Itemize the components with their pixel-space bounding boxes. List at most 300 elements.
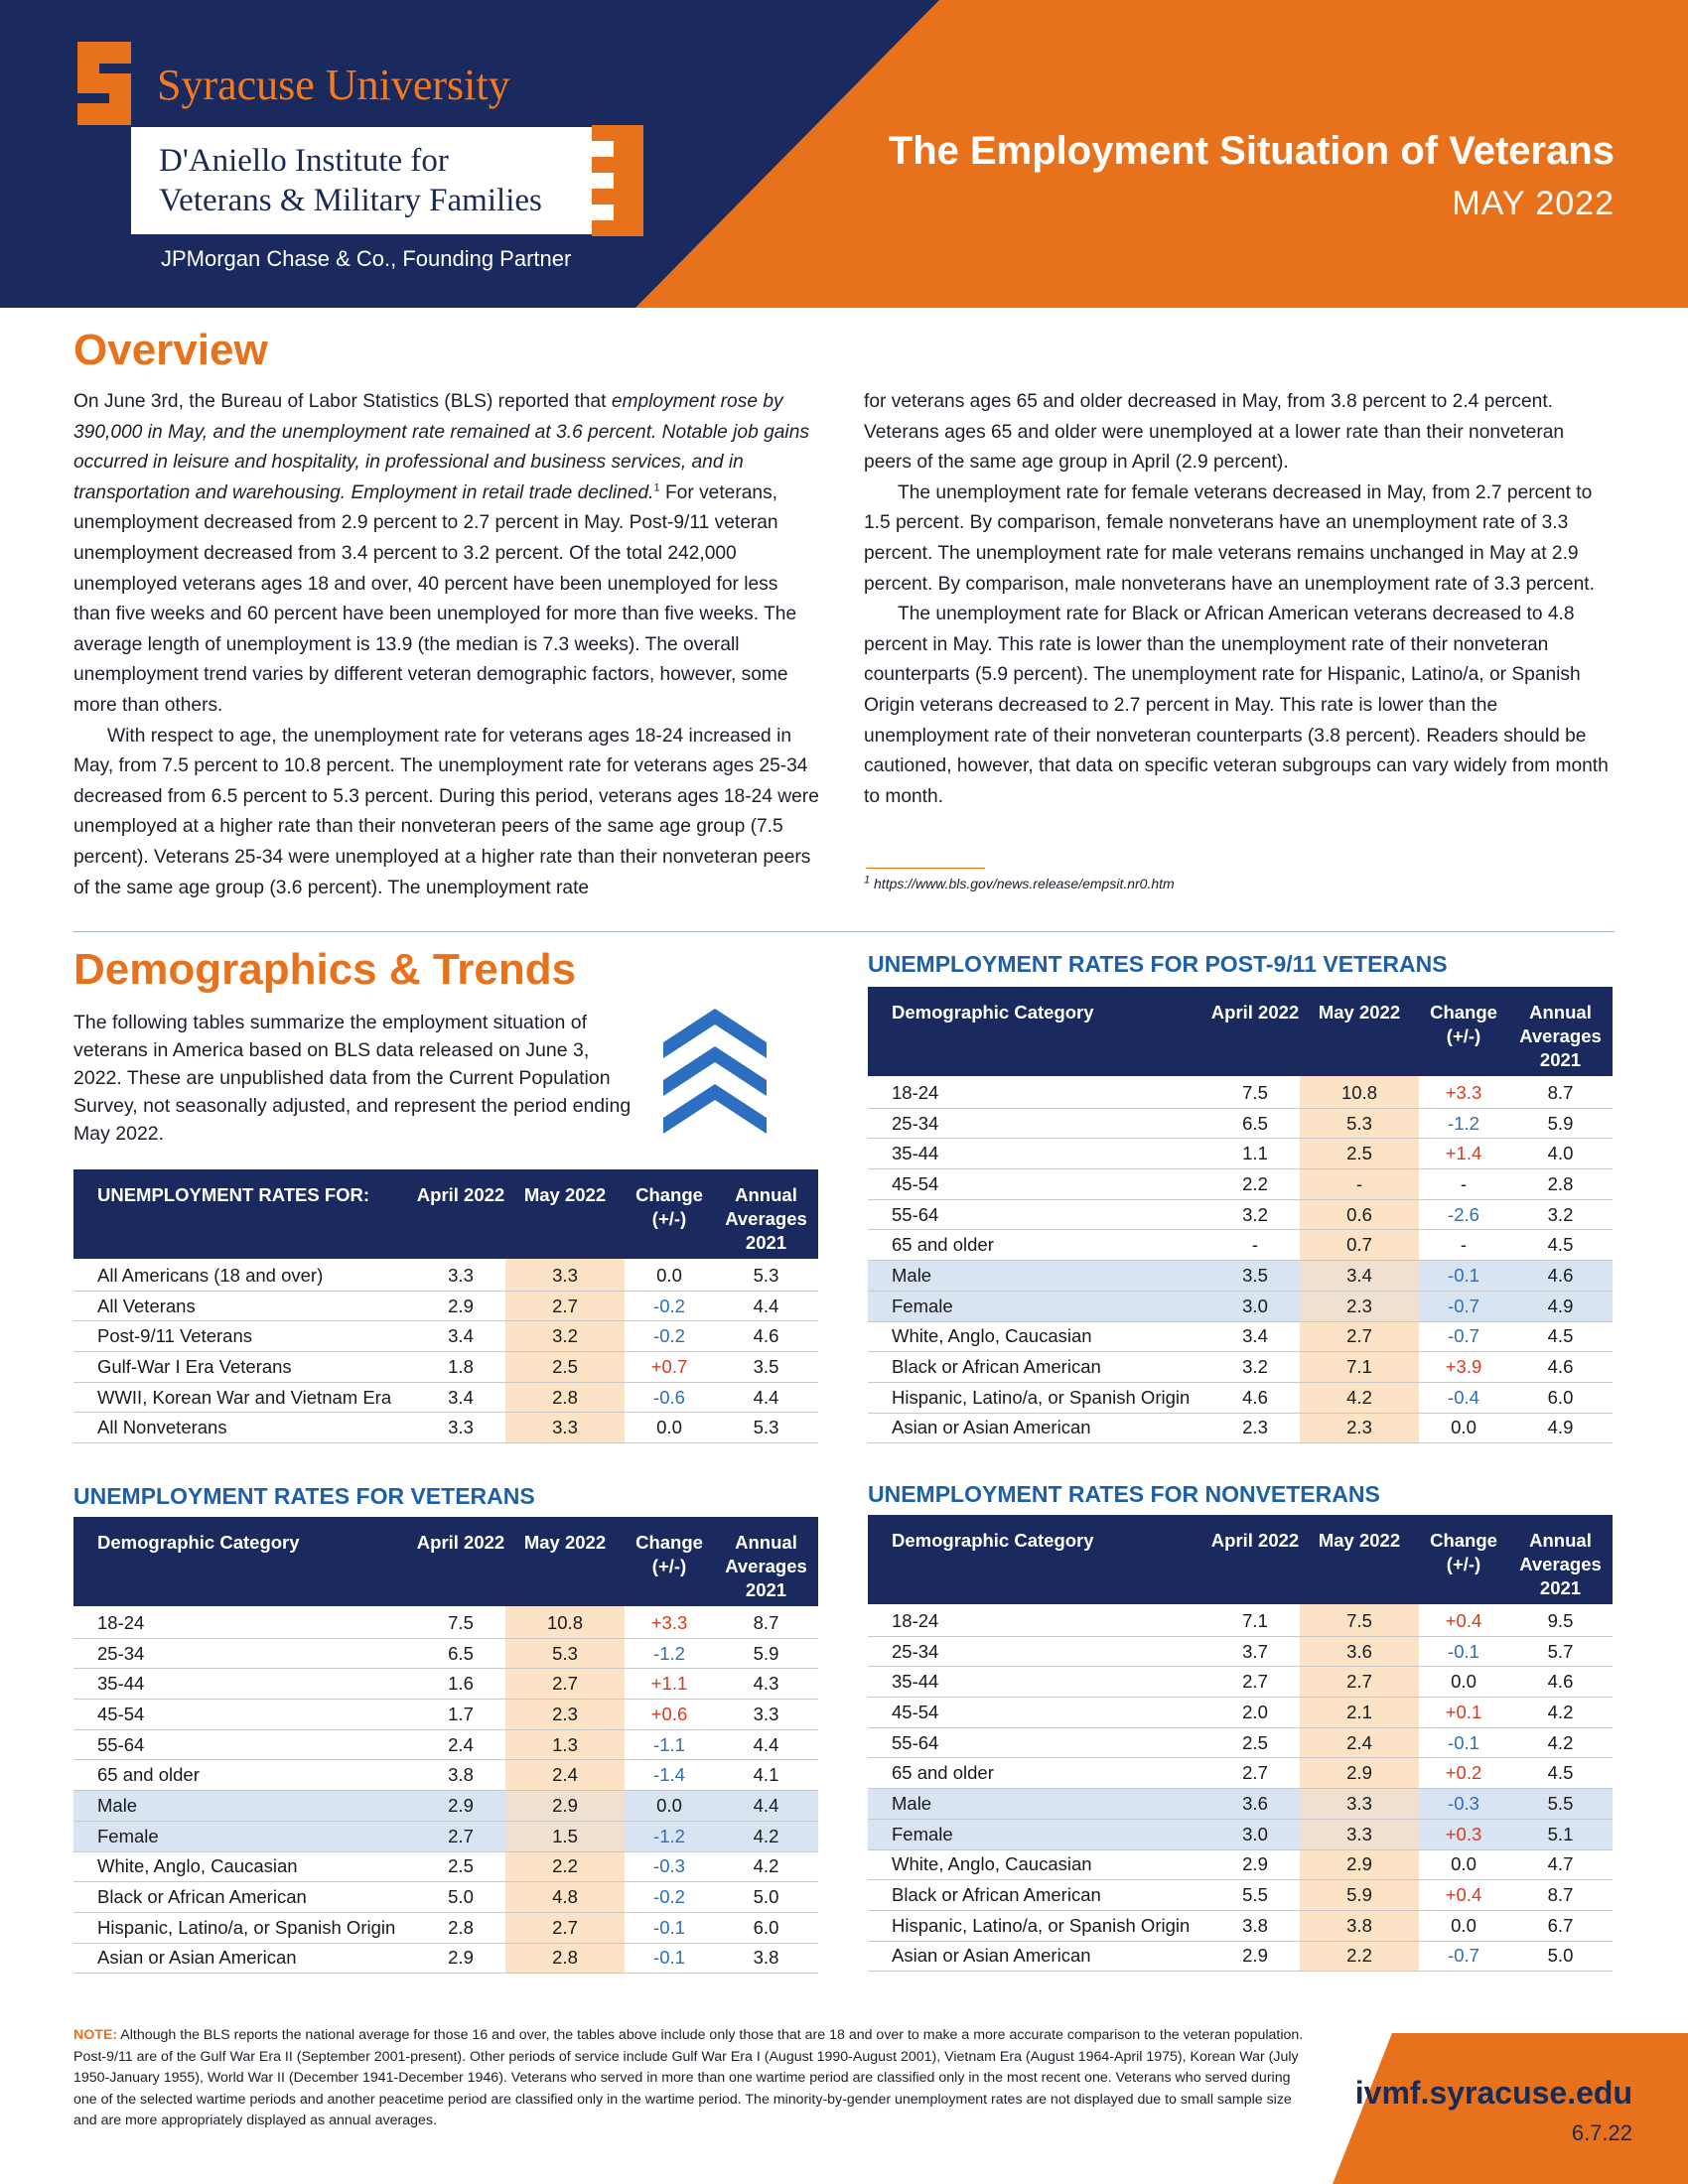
change-cell: +3.3	[1419, 1076, 1508, 1108]
may-cell: 2.8	[505, 1382, 625, 1413]
note-label: NOTE:	[73, 2027, 118, 2043]
table-row	[868, 1880, 1613, 1911]
table-row	[868, 1667, 1613, 1698]
april-cell: 7.5	[1210, 1076, 1300, 1108]
april-header: April 2022	[1210, 1515, 1300, 1604]
table-row	[73, 1912, 818, 1943]
table-header-row	[73, 1169, 818, 1259]
overview-p1-emphasis: employment rose by 390,000 in May, and the unemployment rate remained at 3.6 percent. Notable job gains occurred in leisure and hospitality, in professional and business services, and in transportation and warehousing. Employment in retail trade declined.	[73, 391, 809, 503]
annual-cell: 4.2	[714, 1821, 818, 1851]
category-cell: Asian or Asian American	[73, 1943, 416, 1974]
table-header-row	[73, 1517, 818, 1606]
annual-cell: 5.7	[1508, 1636, 1613, 1667]
annual-cell: 2.8	[1508, 1169, 1613, 1200]
table-row	[868, 1849, 1613, 1880]
table-row	[868, 1291, 1613, 1321]
table-row	[73, 1259, 818, 1291]
table-row	[868, 1382, 1613, 1413]
page-header	[0, 0, 1688, 308]
april-cell: 3.4	[416, 1321, 505, 1352]
annual-header: Annual Averages 2021	[714, 1517, 818, 1606]
table-row	[868, 1139, 1613, 1169]
april-cell: 3.6	[1210, 1789, 1300, 1820]
may-cell: 2.7	[1300, 1321, 1419, 1352]
april-cell: 2.5	[1210, 1727, 1300, 1758]
change-cell: -0.1	[1419, 1261, 1508, 1292]
change-cell: -1.2	[625, 1821, 714, 1851]
annual-cell: 6.7	[1508, 1910, 1613, 1941]
april-header: April 2022	[416, 1517, 505, 1606]
april-cell: 2.9	[416, 1291, 505, 1321]
may-cell: 2.9	[1300, 1758, 1419, 1789]
annual-header: Annual Averages 2021	[714, 1169, 818, 1259]
table-row	[868, 1727, 1613, 1758]
category-cell: 65 and older	[868, 1230, 1210, 1261]
annual-cell: 3.3	[714, 1700, 818, 1730]
april-cell: 3.3	[416, 1413, 505, 1443]
may-header: May 2022	[1300, 987, 1419, 1076]
change-cell: -0.2	[625, 1291, 714, 1321]
may-cell: 3.3	[505, 1413, 625, 1443]
publish-date: 6.7.22	[1571, 2120, 1632, 2145]
change-cell: -0.2	[625, 1321, 714, 1352]
up-chevrons-icon	[663, 1009, 767, 1136]
category-cell: 45-54	[868, 1698, 1210, 1728]
category-cell: 18-24	[868, 1076, 1210, 1108]
annual-cell: 3.5	[714, 1352, 818, 1383]
annual-header: Annual Averages 2021	[1508, 987, 1613, 1076]
table-row	[73, 1413, 818, 1443]
annual-cell: 5.9	[714, 1638, 818, 1669]
table-row	[868, 1941, 1613, 1972]
change-cell: -1.1	[625, 1729, 714, 1760]
may-header: May 2022	[1300, 1515, 1419, 1604]
april-cell: 3.0	[1210, 1819, 1300, 1849]
annual-cell: 4.6	[1508, 1261, 1613, 1292]
table-row	[868, 1636, 1613, 1667]
change-cell: -0.4	[1419, 1382, 1508, 1413]
table-row	[73, 1352, 818, 1383]
april-cell: -	[1210, 1230, 1300, 1261]
change-header: Change (+/-)	[1419, 987, 1508, 1076]
april-cell: 3.3	[416, 1259, 505, 1291]
april-cell: 6.5	[416, 1638, 505, 1669]
annual-cell: 4.7	[1508, 1849, 1613, 1880]
table-row	[868, 1108, 1613, 1139]
may-cell: 2.2	[505, 1851, 625, 1882]
category-cell: Hispanic, Latino/a, or Spanish Origin	[73, 1912, 416, 1943]
may-cell: 7.1	[1300, 1352, 1419, 1383]
may-cell: 10.8	[505, 1606, 625, 1638]
overview-p1-text-a: On June 3rd, the Bureau of Labor Statistics (BLS) reported that	[73, 391, 612, 412]
may-cell: 3.6	[1300, 1636, 1419, 1667]
table-row	[73, 1760, 818, 1791]
annual-cell: 5.0	[714, 1882, 818, 1913]
category-cell: 35-44	[868, 1139, 1210, 1169]
annual-cell: 4.4	[714, 1382, 818, 1413]
footnote-number: 1	[864, 874, 871, 887]
may-cell: 2.3	[505, 1700, 625, 1730]
overview-p1-text-b: For veterans, unemployment decreased from 2.9 percent to 2.7 percent in May. Post-9/11 veteran unemployment decreased from 3.4 percent to 3.2 percent. Of the total 242,000 unemployed veterans ages 18 and over, 40 percent have been unemployed for less than five weeks and 60 percent have been unemployed for more than five weeks. The average length of unemployment is 13.9 (the median is 7.3 weeks). The overall unemployment trend varies by different veteran demographic factors, however, some more than others.	[73, 481, 797, 716]
category-header: UNEMPLOYMENT RATES FOR:	[73, 1169, 416, 1259]
institute-name-box	[131, 127, 620, 234]
category-cell: 45-54	[868, 1169, 1210, 1200]
change-cell: -	[1419, 1169, 1508, 1200]
overview-paragraph-1	[73, 387, 820, 722]
april-cell: 3.2	[1210, 1352, 1300, 1383]
april-cell: 3.8	[416, 1760, 505, 1791]
category-cell: White, Anglo, Caucasian	[73, 1851, 416, 1882]
annual-cell: 5.3	[714, 1413, 818, 1443]
april-cell: 1.7	[416, 1700, 505, 1730]
demographics-heading: Demographics & Trends	[73, 945, 577, 994]
may-cell: 5.9	[1300, 1880, 1419, 1911]
april-cell: 1.8	[416, 1352, 505, 1383]
change-cell: -0.1	[625, 1943, 714, 1974]
table-row	[73, 1882, 818, 1913]
category-cell: 55-64	[73, 1729, 416, 1760]
april-cell: 2.7	[1210, 1758, 1300, 1789]
post911-table-label: UNEMPLOYMENT RATES FOR POST-9/11 VETERANS	[868, 951, 1448, 977]
change-cell: +0.2	[1419, 1758, 1508, 1789]
april-cell: 2.4	[416, 1729, 505, 1760]
april-cell: 2.3	[1210, 1413, 1300, 1443]
category-cell: Black or African American	[868, 1880, 1210, 1911]
table-row	[868, 1789, 1613, 1820]
may-cell: 1.5	[505, 1821, 625, 1851]
category-cell: Hispanic, Latino/a, or Spanish Origin	[868, 1910, 1210, 1941]
change-cell: -0.1	[1419, 1727, 1508, 1758]
april-cell: 5.0	[416, 1882, 505, 1913]
april-cell: 3.0	[1210, 1291, 1300, 1321]
change-cell: 0.0	[1419, 1413, 1508, 1443]
footnote-ref: 1	[653, 481, 660, 494]
nonveterans-table-label: UNEMPLOYMENT RATES FOR NONVETERANS	[868, 1481, 1380, 1507]
category-cell: 25-34	[868, 1108, 1210, 1139]
category-cell: 18-24	[868, 1604, 1210, 1636]
april-cell: 2.7	[416, 1821, 505, 1851]
may-cell: 2.4	[505, 1760, 625, 1791]
category-cell: WWII, Korean War and Vietnam Era	[73, 1382, 416, 1413]
annual-cell: 4.6	[714, 1321, 818, 1352]
category-cell: Black or African American	[73, 1882, 416, 1913]
change-cell: -	[1419, 1230, 1508, 1261]
category-cell: 35-44	[73, 1669, 416, 1700]
change-cell: -0.6	[625, 1382, 714, 1413]
change-cell: -0.1	[1419, 1636, 1508, 1667]
may-cell: 3.8	[1300, 1910, 1419, 1941]
change-cell: 0.0	[625, 1791, 714, 1822]
table-row	[868, 1321, 1613, 1352]
annual-cell: 4.9	[1508, 1413, 1613, 1443]
change-cell: -0.2	[625, 1882, 714, 1913]
table-header-row	[868, 987, 1613, 1076]
table-row	[868, 1698, 1613, 1728]
category-cell: 25-34	[868, 1636, 1210, 1667]
category-cell: Post-9/11 Veterans	[73, 1321, 416, 1352]
veterans-table-body	[73, 1606, 818, 1974]
change-cell: -1.2	[1419, 1108, 1508, 1139]
may-cell: -	[1300, 1169, 1419, 1200]
category-cell: White, Anglo, Caucasian	[868, 1849, 1210, 1880]
april-cell: 3.5	[1210, 1261, 1300, 1292]
annual-cell: 9.5	[1508, 1604, 1613, 1636]
change-cell: +1.4	[1419, 1139, 1508, 1169]
category-header: Demographic Category	[868, 987, 1210, 1076]
overview-paragraph-5: The unemployment rate for Black or African American veterans decreased to 4.8 percent in May. This rate is lower than the unemployment rate of their nonveteran counterparts (5.9 percent). The unemployment rate for Hispanic, Latino/a, or Spanish Origin veterans decreased to 2.7 percent in May. This rate is lower than the unemployment rate of their nonveteran counterparts (3.8 percent). Readers should be cautioned, however, that data on specific veteran subgroups can vary widely from month to month.	[864, 604, 1609, 807]
overview-column-left	[73, 387, 820, 903]
overview-paragraph-4: The unemployment rate for female veterans decreased in May, from 2.7 percent to 1.5 percent. By comparison, female nonveterans have an unemployment rate of 3.3 percent. The unemployment rate for male veterans remains unchanged in May at 2.9 percent. By comparison, male nonveterans have an unemployment rate of 3.3 percent.	[864, 481, 1595, 595]
april-cell: 3.4	[1210, 1321, 1300, 1352]
nonveterans-table-body	[868, 1604, 1613, 1972]
annual-cell: 4.6	[1508, 1667, 1613, 1698]
may-cell: 1.3	[505, 1729, 625, 1760]
may-cell: 5.3	[505, 1638, 625, 1669]
institute-name-line-2: Veterans & Military Families	[159, 183, 542, 218]
table-row	[868, 1910, 1613, 1941]
change-cell: 0.0	[1419, 1667, 1508, 1698]
change-cell: +1.1	[625, 1669, 714, 1700]
category-cell: 65 and older	[868, 1758, 1210, 1789]
may-cell: 4.8	[505, 1882, 625, 1913]
change-cell: +0.6	[625, 1700, 714, 1730]
category-cell: Female	[868, 1819, 1210, 1849]
university-name: Syracuse University	[157, 61, 510, 109]
overview-paragraph-3: for veterans ages 65 and older decreased in May, from 3.8 percent to 2.4 percent. Veterans ages 65 and older were unemployed at a lower rate than their nonveteran peers of the same age group in April (2.9 percent).	[864, 391, 1565, 474]
category-cell: 65 and older	[73, 1760, 416, 1791]
table-row	[73, 1291, 818, 1321]
ivmf-stripes-icon	[592, 125, 643, 236]
april-cell: 3.7	[1210, 1636, 1300, 1667]
category-cell: 55-64	[868, 1199, 1210, 1230]
category-header: Demographic Category	[73, 1517, 416, 1606]
may-cell: 3.3	[1300, 1789, 1419, 1820]
change-header: Change (+/-)	[625, 1169, 714, 1259]
annual-cell: 5.1	[1508, 1819, 1613, 1849]
table-row	[868, 1604, 1613, 1636]
annual-cell: 4.4	[714, 1729, 818, 1760]
may-cell: 3.2	[505, 1321, 625, 1352]
change-cell: +3.3	[625, 1606, 714, 1638]
annual-cell: 4.6	[1508, 1352, 1613, 1383]
may-cell: 2.7	[1300, 1667, 1419, 1698]
page-subtitle: MAY 2022	[1452, 185, 1615, 222]
category-cell: 18-24	[73, 1606, 416, 1638]
april-cell: 3.4	[416, 1382, 505, 1413]
annual-cell: 4.5	[1508, 1321, 1613, 1352]
founding-partner: JPMorgan Chase & Co., Founding Partner	[161, 246, 572, 271]
table-row	[73, 1791, 818, 1822]
table-row	[73, 1638, 818, 1669]
april-cell: 4.6	[1210, 1382, 1300, 1413]
category-cell: Asian or Asian American	[868, 1941, 1210, 1972]
category-cell: All Americans (18 and over)	[73, 1259, 416, 1291]
may-cell: 10.8	[1300, 1076, 1419, 1108]
may-cell: 2.1	[1300, 1698, 1419, 1728]
april-cell: 2.8	[416, 1912, 505, 1943]
page-title: The Employment Situation of Veterans	[888, 129, 1615, 173]
annual-cell: 4.1	[714, 1760, 818, 1791]
table-row	[73, 1700, 818, 1730]
annual-cell: 3.8	[714, 1943, 818, 1974]
website-link[interactable]: ivmf.syracuse.edu	[1354, 2075, 1632, 2111]
table-row	[868, 1169, 1613, 1200]
table-row	[868, 1230, 1613, 1261]
annual-cell: 4.2	[714, 1851, 818, 1882]
category-cell: 55-64	[868, 1727, 1210, 1758]
summary-table	[73, 1169, 818, 1443]
april-cell: 3.2	[1210, 1199, 1300, 1230]
april-cell: 5.5	[1210, 1880, 1300, 1911]
april-cell: 2.0	[1210, 1698, 1300, 1728]
change-cell: -0.3	[1419, 1789, 1508, 1820]
note-text: Although the BLS reports the national average for those 16 and over, the tables above include only those that are 18 and over to make a more accurate comparison to the veteran population. Post-9/11 are of the Gulf War Era II (September 2001-present). Other periods of service include Gulf War Era I (August 1990-August 2001), Vietnam Era (August 1964-April 1975), Korean War (July 1950-January 1955), World War II (December 1941-December 1946). Veterans who served in more than one wartime period are classified only in the most recent one. Veterans who served during one of the selected wartime periods and another peacetime period are classified only in the wartime period. The minority-by-gender unemployment rates are not displayed due to small sample size and are more appropriately displayed as annual averages.	[73, 2027, 1304, 2128]
table-row	[73, 1851, 818, 1882]
may-cell: 2.3	[1300, 1413, 1419, 1443]
may-cell: 4.2	[1300, 1382, 1419, 1413]
may-cell: 3.3	[505, 1259, 625, 1291]
april-cell: 2.2	[1210, 1169, 1300, 1200]
category-cell: Female	[73, 1821, 416, 1851]
annual-cell: 4.0	[1508, 1139, 1613, 1169]
may-cell: 2.7	[505, 1669, 625, 1700]
may-cell: 2.9	[1300, 1849, 1419, 1880]
may-cell: 2.4	[1300, 1727, 1419, 1758]
table-row	[73, 1382, 818, 1413]
category-cell: Asian or Asian American	[868, 1413, 1210, 1443]
april-cell: 2.5	[416, 1851, 505, 1882]
change-cell: 0.0	[625, 1413, 714, 1443]
april-cell: 2.7	[1210, 1667, 1300, 1698]
annual-cell: 6.0	[1508, 1382, 1613, 1413]
post911-table	[868, 987, 1613, 1443]
april-cell: 1.1	[1210, 1139, 1300, 1169]
may-cell: 2.5	[505, 1352, 625, 1383]
category-cell: Gulf-War I Era Veterans	[73, 1352, 416, 1383]
annual-cell: 5.0	[1508, 1941, 1613, 1972]
april-cell: 2.9	[1210, 1941, 1300, 1972]
may-header: May 2022	[505, 1169, 625, 1259]
annual-header: Annual Averages 2021	[1508, 1515, 1613, 1604]
veterans-table-label: UNEMPLOYMENT RATES FOR VETERANS	[73, 1483, 535, 1509]
annual-cell: 4.3	[714, 1669, 818, 1700]
institute-name-line-1: D'Aniello Institute for	[159, 143, 449, 179]
change-cell: +0.1	[1419, 1698, 1508, 1728]
april-cell: 2.9	[1210, 1849, 1300, 1880]
table-row	[868, 1076, 1613, 1108]
may-cell: 0.6	[1300, 1199, 1419, 1230]
category-cell: White, Anglo, Caucasian	[868, 1321, 1210, 1352]
may-cell: 2.9	[505, 1791, 625, 1822]
april-cell: 1.6	[416, 1669, 505, 1700]
change-cell: -1.4	[625, 1760, 714, 1791]
annual-cell: 4.5	[1508, 1758, 1613, 1789]
category-cell: Male	[73, 1791, 416, 1822]
post911-table-body	[868, 1076, 1613, 1443]
may-cell: 2.8	[505, 1943, 625, 1974]
change-cell: +0.7	[625, 1352, 714, 1383]
table-row	[73, 1321, 818, 1352]
april-header: April 2022	[1210, 987, 1300, 1076]
annual-cell: 5.9	[1508, 1108, 1613, 1139]
april-cell: 7.1	[1210, 1604, 1300, 1636]
demographics-intro: The following tables summarize the employment situation of veterans in America based on BLS data released on June 3, 2022. These are unpublished data from the Current Population Survey, not seasonally adjusted, and represent the period ending May 2022.	[73, 1012, 632, 1145]
change-header: Change (+/-)	[625, 1517, 714, 1606]
footnote-rule	[866, 868, 985, 869]
may-cell: 3.3	[1300, 1819, 1419, 1849]
annual-cell: 5.3	[714, 1259, 818, 1291]
april-cell: 2.9	[416, 1791, 505, 1822]
annual-cell: 4.4	[714, 1791, 818, 1822]
footnote	[864, 876, 1175, 891]
change-cell: -0.7	[1419, 1291, 1508, 1321]
table-header-row	[868, 1515, 1613, 1604]
april-cell: 7.5	[416, 1606, 505, 1638]
category-cell: 25-34	[73, 1638, 416, 1669]
change-cell: -1.2	[625, 1638, 714, 1669]
annual-cell: 4.5	[1508, 1230, 1613, 1261]
overview-paragraph-2: With respect to age, the unemployment rate for veterans ages 18-24 increased in May, from 7.5 percent to 10.8 percent. The unemployment rate for veterans ages 25-34 decreased from 6.5 percent to 5.3 percent. During this period, veterans ages 18-24 were unemployed at a higher rate than their nonveteran peers of the same age group (7.5 percent). Veterans 25-34 were unemployed at a higher rate than their nonveteran peers of the same age group (3.6 percent). The unemployment rate	[73, 725, 819, 898]
annual-cell: 8.7	[1508, 1076, 1613, 1108]
may-cell: 7.5	[1300, 1604, 1419, 1636]
category-cell: 35-44	[868, 1667, 1210, 1698]
summary-table-body	[73, 1259, 818, 1443]
change-cell: 0.0	[1419, 1910, 1508, 1941]
annual-cell: 4.2	[1508, 1727, 1613, 1758]
category-cell: All Nonveterans	[73, 1413, 416, 1443]
annual-cell: 3.2	[1508, 1199, 1613, 1230]
category-header: Demographic Category	[868, 1515, 1210, 1604]
syracuse-s-logo-icon	[71, 42, 137, 125]
may-cell: 3.4	[1300, 1261, 1419, 1292]
category-cell: Female	[868, 1291, 1210, 1321]
table-row	[73, 1729, 818, 1760]
annual-cell: 5.5	[1508, 1789, 1613, 1820]
overview-column-right	[864, 387, 1611, 812]
table-row	[868, 1261, 1613, 1292]
annual-cell: 4.2	[1508, 1698, 1613, 1728]
may-cell: 2.7	[505, 1291, 625, 1321]
annual-cell: 6.0	[714, 1912, 818, 1943]
annual-cell: 8.7	[714, 1606, 818, 1638]
footer-note	[73, 2025, 1315, 2132]
category-cell: Male	[868, 1261, 1210, 1292]
april-cell: 2.9	[416, 1943, 505, 1974]
category-cell: Male	[868, 1789, 1210, 1820]
may-cell: 0.7	[1300, 1230, 1419, 1261]
table-row	[73, 1669, 818, 1700]
veterans-table	[73, 1517, 818, 1974]
may-cell: 5.3	[1300, 1108, 1419, 1139]
april-header: April 2022	[416, 1169, 505, 1259]
section-divider	[73, 931, 1615, 932]
may-header: May 2022	[505, 1517, 625, 1606]
change-cell: 0.0	[625, 1259, 714, 1291]
table-row	[868, 1413, 1613, 1443]
change-cell: +0.4	[1419, 1604, 1508, 1636]
table-row	[868, 1819, 1613, 1849]
change-cell: +3.9	[1419, 1352, 1508, 1383]
change-header: Change (+/-)	[1419, 1515, 1508, 1604]
change-cell: -0.7	[1419, 1321, 1508, 1352]
annual-cell: 4.9	[1508, 1291, 1613, 1321]
may-cell: 2.3	[1300, 1291, 1419, 1321]
footnote-link[interactable]: https://www.bls.gov/news.release/empsit.nr0.htm	[870, 876, 1175, 891]
change-cell: +0.4	[1419, 1880, 1508, 1911]
may-cell: 2.7	[505, 1912, 625, 1943]
nonveterans-table	[868, 1515, 1613, 1972]
may-cell: 2.5	[1300, 1139, 1419, 1169]
